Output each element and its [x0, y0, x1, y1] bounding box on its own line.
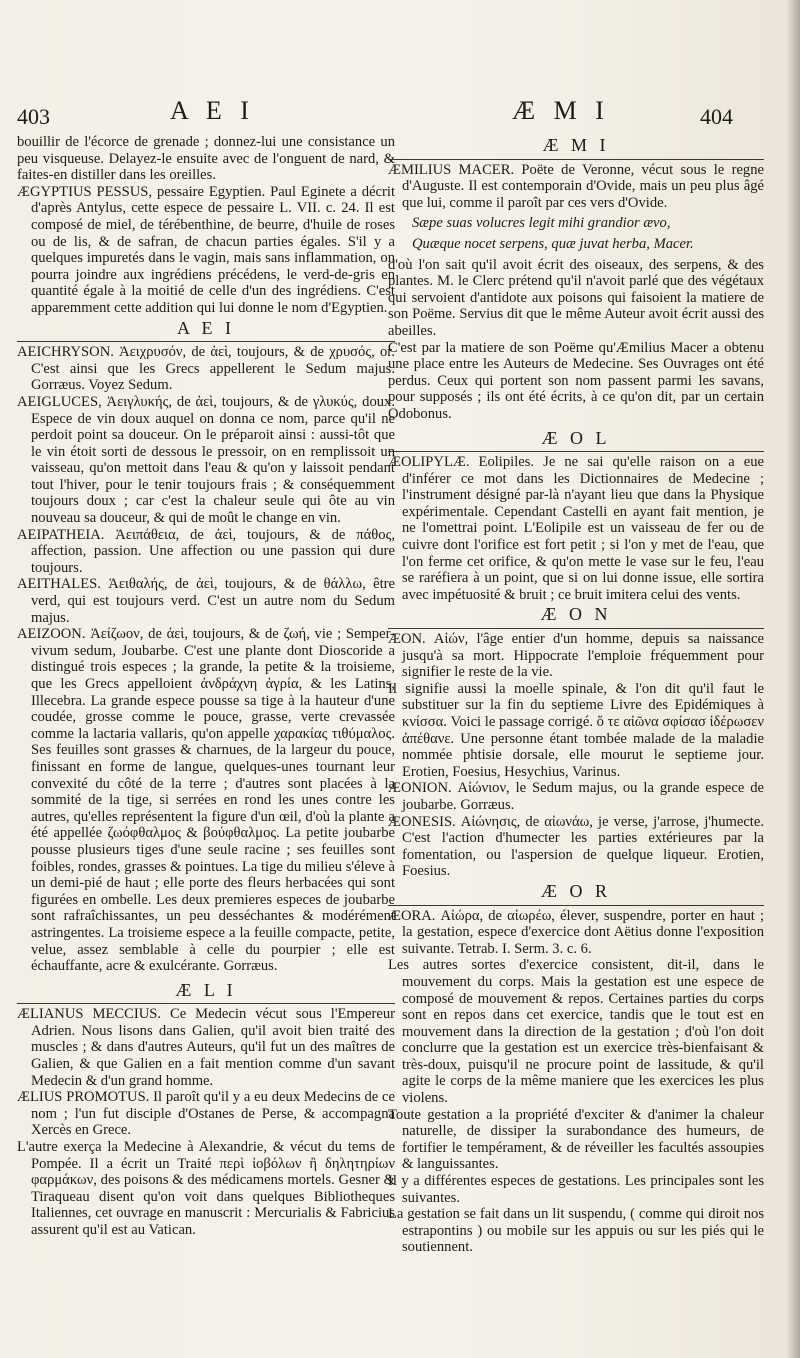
paragraph-macer-1: d'où l'on sait qu'il avoit écrit des oiseaux, des serpens, & des plantes. M. le Clerc prétend qu'il n'avoit parlé que des végétaux qui servoient d'antidote aux poisons qui faisoient la matiere de son Poëme. Servius dit que le même Auteur avoit écrit aussi des abeilles.: [388, 256, 764, 339]
section-rule: [17, 341, 395, 342]
entry-aeora-gestation: Toute gestation a la propriété d'exciter & d'animer la chaleur naturelle, de dissiper la surabondance des humeurs, de fortifier le tempérament, & de réveiller les facultés assoupies & languissantes.: [388, 1106, 764, 1173]
entry-aeolipylae: ÆOLIPYLÆ. Eolipiles. Je ne sai qu'elle raison on a eue d'inférer ce mot dans les Dictionnaires de Medecine ; l'instrument désigné par-là n'ayant lieu que dans la Physique expérimentale. Cependant Castelli en ayant fait mention, je ne l'omettrai point. L'Eolipile est un vaisseau de fer ou de cuivre dont l'orifice est fort petit ; si l'on y met de l'eau, que l'on ferme cet orifice, & qu'on mette le vase sur le feu, l'eau se raréfiera à un point, que si on lui donne issue, elle sortira avec impétuosité & bruit ; ce bruit imitera celui des vents.: [388, 454, 764, 603]
running-head-left: A E I: [170, 96, 255, 125]
entry-aeigluces: AEIGLUCES, Ἀειγλυκής, de ἀεὶ, toujours, & de γλυκύς, doux. Espece de vin doux auquel on donna ce nom, parce qu'il ne perdoit point sa douceur. On le préparoit ainsi : aussi-tôt que le vin étoit sorti de dessous le pressoir, on en remplissoit un vaisseau, qu'on mettoit dans l'eau & qu'on y laissoit pendant tout l'hiver, pour le tenir toujours frais ; & conséquemment toujours doux ; car c'est la chaleur seule qui ôte au vin nouveau sa douceur, & qui de moût le change en vin.: [17, 393, 395, 527]
entry-aeora-lit: La gestation se fait dans un lit suspendu, ( comme qui diroit nos estrapontins ) ou mobile sur les appuis ou sur les piés qui le soutiennent.: [388, 1206, 764, 1256]
entry-aelius-promotus: ÆLIUS PROMOTUS. Il paroît qu'il y a eu deux Medecins de ce nom ; l'un fut disciple d'Ostanes de Perse, & accompagna Xercès en Grece.: [17, 1089, 395, 1139]
page-number-left: 403: [17, 104, 50, 129]
section-rule: [388, 159, 764, 160]
entry-aelianus-meccius: ÆLIANUS MECCIUS. Ce Medecin vécut sous l'Empereur Adrien. Nous lisons dans Galien, qu'il avoit bien traité des muscles ; & dans d'autres Auteurs, qu'il fut un des maîtres de Galien, & que Galien en a fait mention comme d'un savant Medecin & d'un grand homme.: [17, 1006, 395, 1089]
running-head-right: Æ M I: [512, 96, 610, 125]
page-number-right: 404: [700, 104, 733, 129]
section-rule: [388, 628, 764, 629]
entry-aeon-cont: Il signifie aussi la moelle spinale, & l'on dit qu'il faut le substituer sur la fin du septieme Livre des Epidémiques à κνίσσα. Voici le passage corrigé. ὅ τε αἰῶνα σφίσασ ἰδέρωσεν ἀπέθανε. Une personne étant tombée malade de la maladie nommée phtisie dorsale, elle mourut le septieme jour. Erotien, Foesius, Hesychius, Varinus.: [388, 680, 764, 780]
left-column: [17, 134, 395, 1239]
entry-aeora: ÆORA. Αἰώρα, de αἰωρέω, élever, suspendre, porter en haut ; la gestation, espece d'exercice dont Aëtius donne l'exposition suivante. Tetrab. I. Serm. 3. c. 6.: [388, 907, 764, 957]
entry-aegyptius-pessus: ÆGYPTIUS PESSUS, pessaire Egyptien. Paul Eginete a décrit d'après Antylus, cette espece de pessaire L. VII. c. 24. Il est composé de miel, de térébenthine, de beurre, d'huile de roses ou de lis, & de safran, de chacun parties égales. S'il y a quelques impuretés dans le vagin, mais sans inflammation, on pourra joindre aux ingrédiens précédens, le verd-de-gris en quantité égale à la moitié de celle d'un des ingrédiens. C'est apparemment cette addition qui lui donne le nom d'Egyptien.: [17, 183, 395, 316]
right-column: [388, 134, 764, 1256]
entry-aeonesis: ÆONESIS. Αἰώνησις, de αἰωνάω, je verse, j'arrose, j'humecte. C'est l'action d'humecter les parties extérieures par la fomentation, ou l'aspersion de quelque liqueur. Erotien, Foesius.: [388, 813, 764, 880]
section-rule: [388, 451, 764, 452]
entry-aeizoon: AEIZOON. Ἀείζωον, de ἀεὶ, toujours, & de ζωή, vie ; Semper-vivum sedum, Joubarbe. C'est une plante dont Dioscoride a distingué trois especes ; la grande, la petite & la troisieme, que les Grecs appelloient ἀνδράχνη ἀγρία, & les Latins, Illecebra. La grande espece pousse sa tige à la hauteur d'une coudée, grosse comme le pouce, grasse, verte crevassée comme la lactaria vallaris, qu'on appelle χαρακίας τιθύμαλος. Ses feuilles sont grasses & charnues, de la largeur du pouce, finissant en forme de langue, quelques-unes tournant leur convexité du côté de la terre ; d'autres sont placées à la sommité de la tige, si serrées en rond les unes contre les autres, qu'elles représentent la figure d'un œil, d'où la plante a été appellée ζωόφθαλμος & βούφθαλμος. La petite joubarbe pousse plusieurs tiges d'une seule racine ; ses feuilles sont foibles, rondes, grasses & pointues. La tige du milieu s'éleve à un demi-pié de haut ; elle porte des fleurs herbacées qui sont figurées en ombelle. Les deux premieres especes de joubarbe sont rafraîchissantes, un peu desséchantes & modérément astringentes. La troisieme espece a la feuille compacte, petite, velue, assez semblable à celle du pourpier ; elle est échauffante, acre & exulcérante. Gorræus.: [17, 626, 395, 975]
entry-aeipatheia: AEIPATHEIA. Ἀειπάθεια, de ἀεὶ, toujours, & de πάθος, affection, passion. Une affection ou une passion qui dure toujours.: [17, 526, 395, 576]
section-rule: [17, 1003, 395, 1004]
section-heading-aei: A E I: [177, 317, 235, 338]
section-heading-aeol: Æ O L: [541, 427, 611, 448]
entry-aeithales: AEITHALES. Ἀειθαλής, de ἀεὶ, toujours, & de θάλλω, être verd, qui est toujours verd. C'est un autre nom du Sedum majus.: [17, 576, 395, 626]
page-edge-shadow: [786, 0, 800, 1358]
section-heading-aeon: Æ O N: [540, 604, 612, 625]
section-heading-aeli: Æ L I: [175, 979, 237, 1000]
verse-line-1: Sæpe suas volucres legit mihi grandior ævo,: [412, 215, 671, 232]
continued-text: bouillir de l'écorce de grenade ; donnez-lui une consistance un peu visqueuse. Delayez-le ensuite avec de l'onguent de nard, & faites-en distiller dans les oreilles.: [17, 134, 395, 184]
section-heading-aeor: Æ O R: [540, 880, 611, 901]
entry-aemilius-macer: ÆMILIUS MACER. Poëte de Veronne, vécut sous le regne d'Auguste. Il est contemporain d'Ovide, mais un peu plus âgé que lui, comme il paroît par ces vers d'Ovide.: [388, 161, 764, 211]
entry-aeichryson: AEICHRYSON. Ἀειχρυσόν, de ἀεὶ, toujours, & de χρυσός, or. C'est ainsi que les Grecs appellerent le Sedum majus. Gorræus. Voyez Sedum.: [17, 344, 395, 394]
entry-aeora-species: Il y a différentes especes de gestations. Les principales sont les suivantes.: [388, 1173, 764, 1206]
entry-aelius-promotus-cont: L'autre exerça la Medecine à Alexandrie, & vécut du tems de Pompée. Il a écrit un Traité περὶ ἰοβόλων ἢ δηλητηρίων φαρμάκων, des poisons & des médicamens mortels. Gesner & Tiraqueau disent qu'on voit dans quelques Bibliotheques Italiennes, cet ouvrage en manuscrit : Mercurialis & Fabricius assurent qu'il est au Vatican.: [17, 1139, 395, 1238]
verse-line-2: Quæque nocet serpens, quæ juvat herba, Macer.: [412, 235, 694, 252]
entry-aeon: ÆON. Αἰών, l'âge entier d'un homme, depuis sa naissance jusqu'à sa mort. Hippocrate l'emploie fréquemment pour signifier le reste de la vie.: [388, 631, 764, 681]
section-heading-aemi: Æ M I: [542, 135, 610, 155]
section-rule: [388, 905, 764, 906]
entry-aeora-exercise: Les autres sortes d'exercice consistent, dit-il, dans le mouvement du corps. Mais la gestation est une espece de composé de mouvement & repos. Certaines parties du corps sont en repos dans cet exercice, tandis que le tout est en mouvement dans la direction de la gestation ; d'où l'on doit conclurre que la gestation est un exercice très-bienfaisant & très-doux, puisqu'il ne procure point de lassitude, & qu'il agite le corps de la même maniere que les exercices les plus violens.: [388, 957, 764, 1107]
entry-aeonion: ÆONION. Αἰώνιον, le Sedum majus, ou la grande espece de joubarbe. Gorræus.: [388, 780, 764, 813]
paragraph-macer-2: C'est par la matiere de son Poëme qu'Æmilius Macer a obtenu une place entre les Auteurs de Medecine. Ses Ouvrages ont été perdus. Ceux qui portent son nom passent parmi les savans, pour supposés ; ils ont été écrits, à ce qu'on dit, par un certain Odobonus.: [388, 339, 764, 422]
